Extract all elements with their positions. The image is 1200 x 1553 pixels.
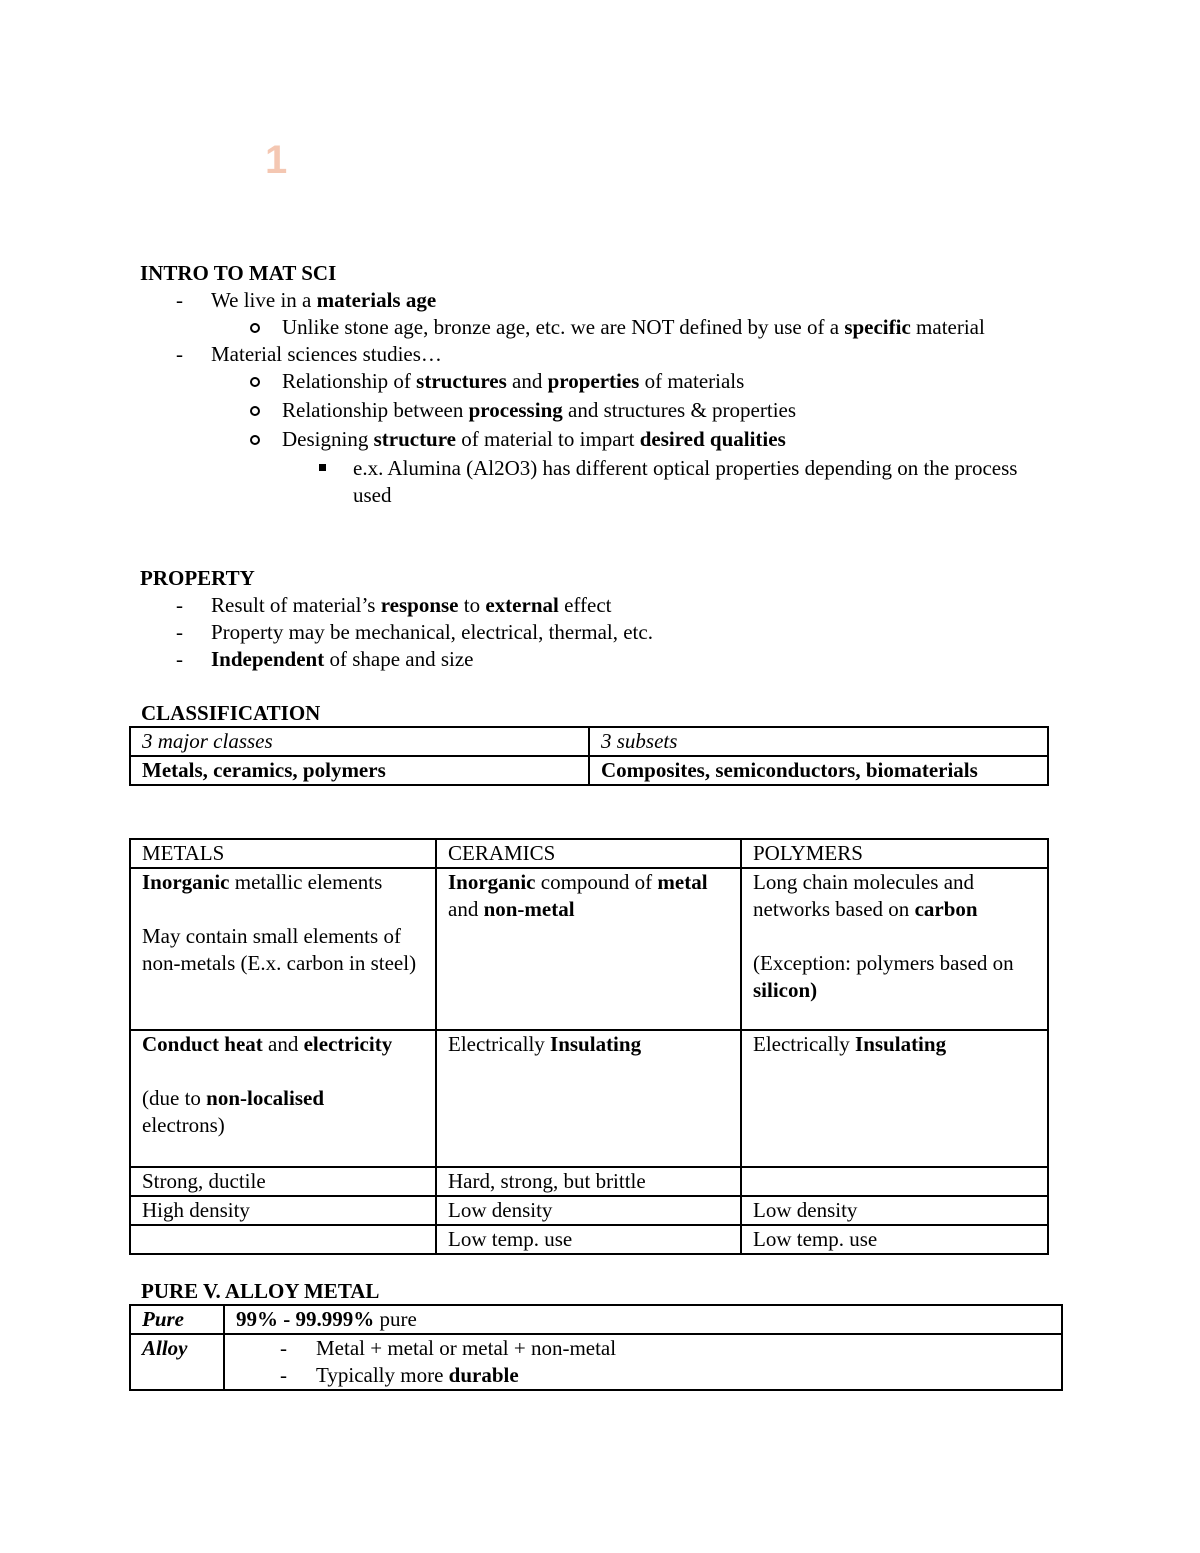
table-cell	[224, 1305, 1062, 1334]
table-cell: Metals, ceramics, polymers	[130, 756, 589, 785]
spacer	[142, 896, 435, 923]
bold-text: response	[380, 593, 459, 617]
intro-sub-bullet	[211, 368, 1060, 395]
text: Long chain molecules and networks based on	[753, 870, 975, 921]
table-cell	[436, 1030, 741, 1167]
intro-heading: INTRO TO MAT SCI	[140, 261, 337, 285]
table-cell: Low temp. use	[741, 1225, 1048, 1254]
table-cell: Hard, strong, but brittle	[436, 1167, 741, 1196]
alloy-heading: PURE V. ALLOY METAL	[141, 1279, 380, 1303]
page-number: 1	[265, 138, 288, 182]
table-row	[130, 1225, 1048, 1254]
intro-sublist-2	[140, 368, 1060, 509]
bold-text: Inorganic	[448, 870, 536, 894]
text: Electrically	[753, 1032, 856, 1056]
bold-text: Insulating	[855, 1032, 947, 1056]
table-row	[130, 1334, 1062, 1390]
table-cell	[741, 868, 1048, 1030]
table-cell: Low density	[436, 1196, 741, 1225]
intro-sub-bullet	[211, 397, 1060, 424]
text: Designing	[282, 427, 374, 451]
text: Unlike stone age, bronze age, etc. we are NOT defined by use of a	[282, 315, 845, 339]
text: Typically more	[316, 1363, 449, 1387]
text: to	[458, 593, 486, 617]
text: of shape and size	[324, 647, 474, 671]
text: of materials	[639, 369, 745, 393]
text: electrons)	[142, 1113, 225, 1137]
bold-text: non-localised	[206, 1086, 325, 1110]
materials-table	[129, 838, 1049, 1255]
intro-sub-bullet	[211, 426, 1060, 509]
text: Electrically	[448, 1032, 551, 1056]
table-row	[130, 868, 1048, 1030]
bold-text: desired qualities	[639, 427, 786, 451]
bold-text: specific	[844, 315, 911, 339]
bold-text: Independent	[211, 647, 325, 671]
table-cell	[130, 1030, 436, 1167]
table-cell	[741, 1030, 1048, 1167]
table-row	[130, 727, 1048, 756]
bold-text: non-metal	[483, 897, 575, 921]
table-cell: 3 subsets	[589, 727, 1048, 756]
table-header-ceramics: CERAMICS	[436, 839, 741, 868]
intro-sublist-3	[211, 455, 1042, 509]
property-section	[140, 565, 1060, 673]
table-row	[130, 1030, 1048, 1167]
alloy-bullet	[236, 1362, 1061, 1389]
table-cell: Strong, ductile	[130, 1167, 436, 1196]
table-row	[130, 839, 1048, 868]
bold-text: structures	[416, 369, 507, 393]
cell-line	[142, 1085, 435, 1139]
table-cell: Composites, semiconductors, biomaterials	[589, 756, 1048, 785]
cell-line	[753, 869, 1047, 923]
bold-text: Insulating	[550, 1032, 642, 1056]
intro-sublist-1	[140, 314, 991, 341]
bold-text: Conduct heat	[142, 1032, 263, 1056]
bold-text: carbon	[914, 897, 978, 921]
bold-text: external	[485, 593, 559, 617]
bold-text: electricity	[303, 1032, 393, 1056]
table-cell	[224, 1334, 1062, 1390]
bold-text: silicon)	[753, 978, 818, 1002]
cell-line	[753, 950, 1047, 1004]
text: pure	[374, 1307, 417, 1331]
table-cell	[130, 1225, 436, 1254]
property-heading: PROPERTY	[140, 566, 255, 590]
cell-line	[142, 1031, 435, 1058]
table-row	[130, 1167, 1048, 1196]
bold-text: processing	[468, 398, 563, 422]
table-cell	[741, 1167, 1048, 1196]
text: and	[448, 897, 484, 921]
intro-sub-sub-bullet: e.x. Alumina (Al2O3) has different optical properties depending on the process used	[282, 455, 1042, 509]
text: effect	[558, 593, 612, 617]
cell-line	[448, 869, 740, 923]
intro-bullet-1-text: We live in a	[211, 288, 317, 312]
intro-section	[140, 260, 1060, 509]
intro-sub-bullet	[211, 314, 991, 341]
text: Result of material’s	[211, 593, 381, 617]
table-cell: Alloy	[130, 1334, 224, 1390]
text: (Exception: polymers based on	[753, 951, 1014, 975]
text: of material to impart	[456, 427, 640, 451]
classification-heading: CLASSIFICATION	[141, 701, 321, 725]
text: Relationship between	[282, 398, 469, 422]
text: Relationship of	[282, 369, 417, 393]
intro-bullet-2	[140, 341, 1060, 509]
intro-bullet-2-text: Material sciences studies…	[211, 342, 442, 366]
table-row	[130, 1196, 1048, 1225]
intro-bullet-1-bold: materials age	[316, 288, 437, 312]
intro-bullet-1	[140, 287, 1060, 341]
text: and	[262, 1032, 304, 1056]
table-cell: High density	[130, 1196, 436, 1225]
spacer	[142, 1058, 435, 1085]
cell-line: May contain small elements of non-metals (E.x. carbon in steel)	[142, 924, 417, 975]
property-bullet: - Property may be mechanical, electrical, thermal, etc.	[140, 619, 1060, 646]
table-cell: Pure	[130, 1305, 224, 1334]
bold-text: Inorganic	[142, 870, 230, 894]
text: and	[506, 369, 548, 393]
classification-table	[129, 726, 1049, 786]
table-header-metals: METALS	[130, 839, 436, 868]
bold-text: 99% - 99.999%	[236, 1307, 375, 1331]
table-cell: Low temp. use	[436, 1225, 741, 1254]
text: and structures & properties	[562, 398, 797, 422]
table-cell	[130, 868, 436, 1030]
intro-list	[140, 287, 1060, 509]
text: material	[910, 315, 985, 339]
spacer	[753, 923, 1047, 950]
bold-text: structure	[373, 427, 456, 451]
table-cell: 3 major classes	[130, 727, 589, 756]
table-cell	[436, 868, 741, 1030]
table-header-polymers: POLYMERS	[741, 839, 1048, 868]
bold-text: durable	[448, 1363, 519, 1387]
alloy-table	[129, 1304, 1063, 1391]
property-bullet	[140, 646, 1060, 673]
alloy-bullet: - Metal + metal or metal + non-metal	[236, 1335, 1061, 1362]
cell-line	[142, 869, 435, 896]
bold-text: properties	[547, 369, 640, 393]
property-bullet	[140, 592, 1060, 619]
text: compound of	[535, 870, 658, 894]
text: (due to	[142, 1086, 207, 1110]
text: metallic elements	[229, 870, 383, 894]
table-row	[130, 756, 1048, 785]
table-row	[130, 1305, 1062, 1334]
property-list	[140, 592, 1060, 673]
table-cell: Low density	[741, 1196, 1048, 1225]
bold-text: metal	[657, 870, 708, 894]
